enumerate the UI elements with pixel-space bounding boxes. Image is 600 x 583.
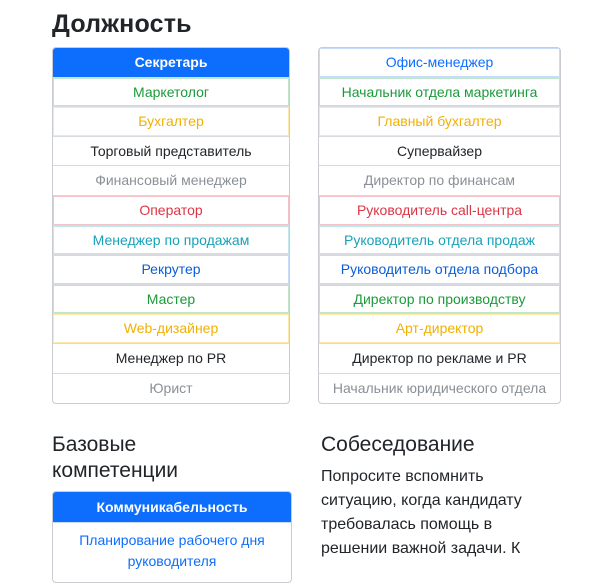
role-item-recruiter[interactable]: Рекрутер [53,255,289,285]
role-item-marketer[interactable]: Маркетолог [53,78,289,108]
role-item-legal-head[interactable]: Начальник юридического отдела [332,379,547,396]
role-item-sales-rep[interactable]: Торговый представитель [53,137,289,167]
role-item-office-manager[interactable]: Офис-менеджер [319,48,560,78]
role-item-finance-manager[interactable]: Финансовый менеджер [53,166,289,196]
role-item-secretary[interactable]: Секретарь [53,48,289,78]
competencies-title-line1: Базовые [52,433,137,456]
role-item-art-director[interactable]: Арт-директор [319,314,560,344]
interview-text: Попросите вспомнить ситуацию, когда кандидату требовалась помощь в решении важной задачи. К [321,468,522,557]
role-item-lawyer[interactable]: Юрист [149,379,193,396]
role-item-sales-head[interactable]: Руководитель отдела продаж [319,226,560,256]
role-item-chief-accountant[interactable]: Главный бухгалтер [319,107,560,137]
competency-item-communication[interactable]: Коммуникабельность [53,492,291,522]
role-item-operator[interactable]: Оператор [53,196,289,226]
competency-item-planning[interactable]: Планирование рабочего дня руководителя [53,522,291,579]
role-item-master[interactable]: Мастер [53,285,289,315]
role-item-accountant[interactable]: Бухгалтер [53,107,289,137]
interview-title: Собеседование [321,433,475,456]
role-list-right [318,47,561,404]
role-item-production-director[interactable]: Директор по производству [319,285,560,315]
role-item-recruitment-head[interactable]: Руководитель отдела подбора [319,255,560,285]
position-title: Должность [52,10,192,38]
role-item-finance-director[interactable]: Директор по финансам [319,166,560,196]
role-item-sales-manager[interactable]: Менеджер по продажам [53,226,289,256]
role-list-left [52,47,290,404]
competencies-list [52,491,292,583]
competencies-title-line2: компетенции [52,459,179,482]
role-item-pr-manager[interactable]: Менеджер по PR [53,344,289,374]
role-item-supervisor[interactable]: Супервайзер [319,137,560,167]
role-item-web-designer[interactable]: Web-дизайнер [53,314,289,344]
competencies-title [52,432,178,484]
role-item-marketing-head[interactable]: Начальник отдела маркетинга [319,78,560,108]
role-item-advertising-director[interactable]: Директор по рекламе и PR [319,344,560,374]
role-item-call-center-head[interactable]: Руководитель call-центра [319,196,560,226]
